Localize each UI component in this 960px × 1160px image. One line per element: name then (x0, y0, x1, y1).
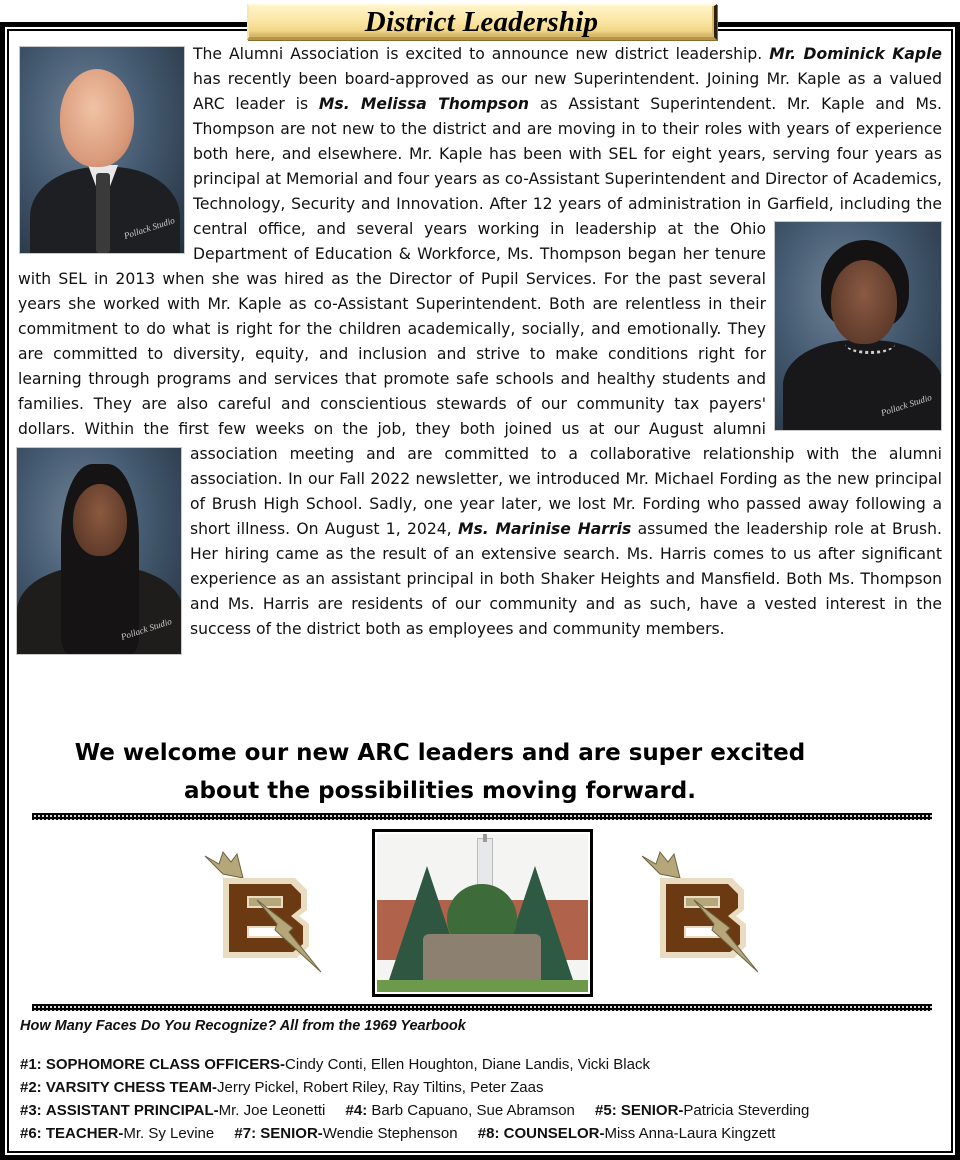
name-marinise-harris: Ms. Marinise Harris (457, 520, 632, 538)
dotted-divider (32, 813, 932, 820)
name-melissa-thompson: Ms. Melissa Thompson (318, 95, 530, 113)
welcome-line-2: about the possibilities moving forward. (184, 778, 696, 804)
yearbook-entry: #3: ASSISTANT PRINCIPAL-Mr. Joe Leonetti #4: Barb Capuano, Sue Abramson #5: SENIOR-Patricia Steverding (20, 1102, 810, 1119)
yearbook-heading: How Many Faces Do You Recognize? All from the 1969 Yearbook (20, 1018, 466, 1034)
yearbook-entry: #1: SOPHOMORE CLASS OFFICERS-Cindy Conti, Ellen Houghton, Diane Landis, Vicki Black (20, 1056, 650, 1073)
watermark: Pollack Studio (879, 392, 934, 418)
brush-b-logo-icon (203, 848, 328, 973)
campus-photo (372, 829, 593, 997)
dotted-divider (32, 1004, 932, 1011)
brush-b-logo-icon (640, 848, 765, 973)
photo-dominick-kaple (19, 46, 185, 254)
watermark: Pollack Studio (122, 215, 177, 241)
yearbook-list (20, 1053, 940, 1145)
photo-melissa-thompson (774, 221, 942, 431)
welcome-line-1: We welcome our new ARC leaders and are super excited (74, 740, 806, 766)
article-body (18, 42, 942, 659)
name-dominick-kaple: Mr. Dominick Kaple (769, 45, 942, 63)
photo-marinise-harris (16, 447, 182, 655)
yearbook-section (20, 1016, 940, 1145)
yearbook-entry: #6: TEACHER-Mr. Sy Levine #7: SENIOR-Wendie Stephenson #8: COUNSELOR-Miss Anna-Laura Kingzett (20, 1125, 776, 1142)
yearbook-entry: #2: VARSITY CHESS TEAM-Jerry Pickel, Robert Riley, Ray Tiltins, Peter Zaas (20, 1079, 544, 1096)
page-title: District Leadership (364, 6, 599, 38)
article-paragraph: The Alumni Association is excited to announce new district leadership. Mr. Dominick Kaple has recently been board-approved as our new Superintendent. Joining Mr. Kaple as a valued ARC leader is Ms. Melissa Thompson as Assistant Superintendent. Mr. Kaple and Ms. Thompson are not new to the district and are moving in to their roles with years of experience both here, and elsewhere. Mr. Kaple has been with SEL for eight years, serving four years as principal at Memorial and four years as co-Assistant Superintendent and Director of Academics, Technology, Security and Innovation. After 12 years of administration in Garfield, including the central office, and several years Pollack Studio working in leadership at the Ohio Department of Education & Workforce, Ms. Thompson began her tenure with SEL in 2013 when she was hired as the Director of Pupil Services. For the past several years she worked with Mr. Kaple as co-Assistant Superintendent. Both are relentless in their commitment to do what is right for the children academically, socially, and emotionally. They are committed to diversity, equity, and inclusion and strive to make conditions right for learning through programs and services that promote safe schools and healthy students and families. They are also careful and conscientious stewards of our community tax payers' dollars. Within the first few weeks on the job, they both joined us at our August alumni association meeting and are committed to a Pollack Studio collaborative relationship with the alumni association. In our Fall 2022 newsletter, we introduced Mr. Michael Fording as the new principal of Brush High School. Sadly, one year later, we lost Mr. Fording who passed away following a short illness. On August 1, 2024, Ms. Marinise Harris assumed the leadership role at Brush. Her hiring came as the result of an extensive search. Ms. Harris comes to us after significant experience as an assistant principal in both Shaker Heights and Mansfield. Both Ms. Thompson and Ms. Harris are residents of our community and as such, have a vested interest in the success of the district both as employees and community members. (18, 42, 942, 642)
title-banner (247, 4, 717, 40)
watermark: Pollack Studio (119, 616, 174, 642)
